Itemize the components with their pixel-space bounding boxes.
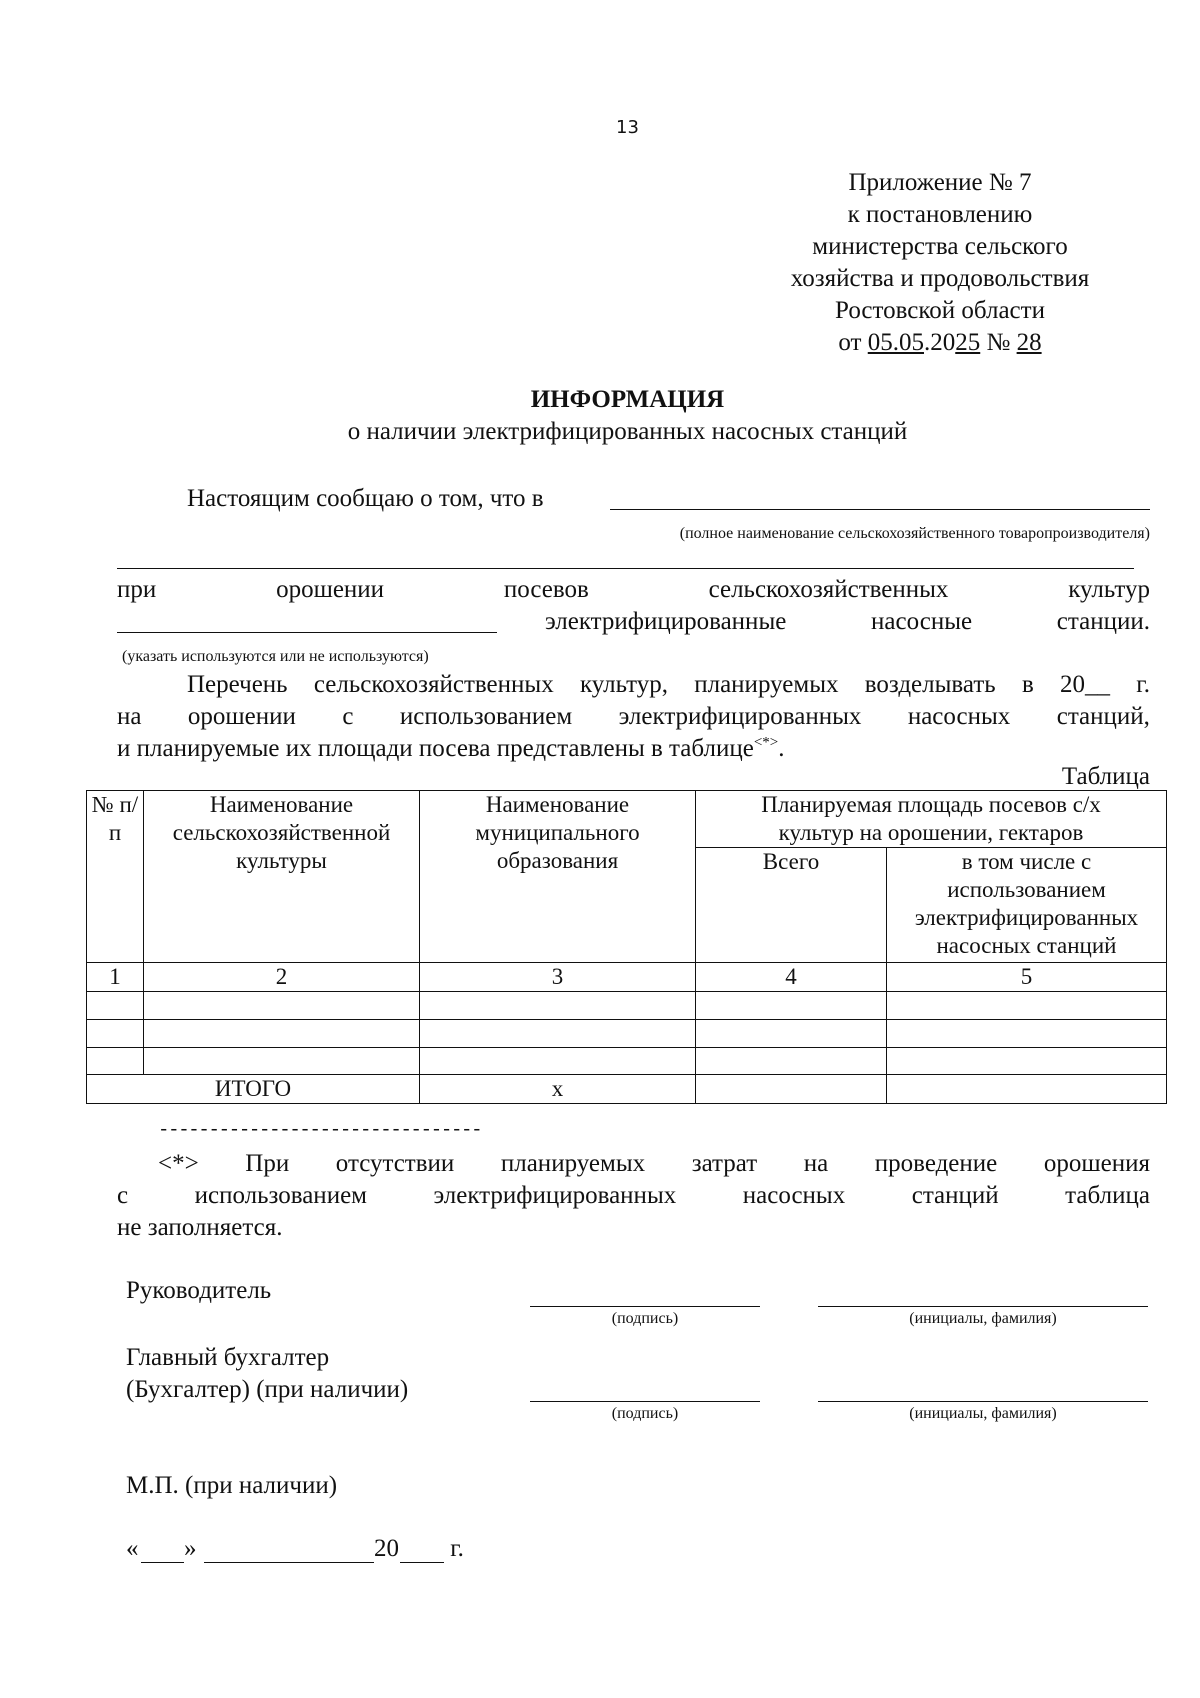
table-cell[interactable] bbox=[420, 992, 696, 1020]
crops-table bbox=[86, 790, 1167, 1104]
head-name-field[interactable] bbox=[818, 1282, 1148, 1307]
paragraph-line-3 bbox=[117, 733, 784, 765]
table-total-row bbox=[87, 1075, 1167, 1104]
paragraph-line-1: Перечень сельскохозяйственных культур, планируемых возделывать в 20__ г. bbox=[187, 671, 1150, 698]
table-cell[interactable] bbox=[887, 992, 1167, 1020]
accountant-signature-hint: (подпись) bbox=[611, 1405, 679, 1422]
word: орошении bbox=[276, 576, 385, 603]
word: отсутствии bbox=[335, 1150, 455, 1177]
number-prefix: № bbox=[980, 329, 1017, 356]
word: с bbox=[342, 703, 354, 730]
date-day-month: 05.05 bbox=[867, 329, 924, 356]
table-row bbox=[87, 1020, 1167, 1048]
col-number: 2 bbox=[144, 963, 420, 992]
word: на bbox=[117, 703, 142, 730]
word: насосные bbox=[871, 608, 973, 635]
col-number: 4 bbox=[696, 963, 887, 992]
footnote-line-1 bbox=[158, 1148, 1150, 1180]
word: на bbox=[803, 1150, 829, 1177]
footnote-line-2 bbox=[117, 1180, 1150, 1212]
table-cell[interactable] bbox=[887, 1020, 1167, 1048]
table-cell[interactable] bbox=[144, 992, 420, 1020]
approval-line: хозяйства и продовольствия bbox=[790, 265, 1090, 292]
word: при bbox=[117, 576, 157, 603]
date-month-field[interactable] bbox=[204, 1536, 374, 1563]
table-cell[interactable] bbox=[87, 992, 144, 1020]
stamp-label: М.П. (при наличии) bbox=[126, 1472, 338, 1499]
total-area[interactable] bbox=[696, 1075, 887, 1104]
date-century: .20 bbox=[924, 329, 956, 356]
word: станций bbox=[911, 1182, 999, 1209]
intro-lead: Настоящим сообщаю о том, что в bbox=[187, 485, 544, 512]
table-cell[interactable] bbox=[144, 1020, 420, 1048]
accountant-label-2: (Бухгалтер) (при наличии) bbox=[126, 1376, 409, 1403]
word: насосных bbox=[742, 1182, 846, 1209]
date-year-prefix: 20 bbox=[374, 1535, 399, 1562]
approval-line: Приложение № 7 bbox=[848, 169, 1032, 196]
table-cell[interactable] bbox=[420, 1048, 696, 1075]
head-label: Руководитель bbox=[126, 1277, 272, 1304]
table-row bbox=[87, 1048, 1167, 1075]
accountant-label-1: Главный бухгалтер bbox=[126, 1344, 330, 1371]
head-name-hint: (инициалы, фамилия) bbox=[909, 1310, 1057, 1327]
head-signature-field[interactable] bbox=[530, 1282, 760, 1307]
total-label: ИТОГО bbox=[87, 1075, 420, 1104]
document-subtitle: о наличии электрифицированных насосных станций bbox=[347, 418, 908, 445]
word: проведение bbox=[874, 1150, 998, 1177]
word: станций, bbox=[1056, 703, 1150, 730]
table-cell[interactable] bbox=[887, 1048, 1167, 1075]
date-close-quote: » bbox=[184, 1535, 197, 1562]
paragraph-text: и планируемые их площади посева представлены в таблице bbox=[117, 735, 754, 762]
footnote-separator: -------------------------------- bbox=[158, 1119, 482, 1141]
producer-name-field[interactable] bbox=[610, 484, 1150, 510]
word: орошения bbox=[1043, 1150, 1150, 1177]
total-municipality: х bbox=[420, 1075, 696, 1104]
date-day-field[interactable] bbox=[141, 1536, 184, 1563]
word: электрифицированных bbox=[618, 703, 862, 730]
page-number: 13 bbox=[616, 117, 639, 138]
footnote-mark: <*> bbox=[753, 734, 779, 751]
col-number: 1 bbox=[87, 963, 144, 992]
header-including: в том числе с использованием электрифицированных насосных станций bbox=[887, 848, 1167, 963]
producer-name-field-continued[interactable] bbox=[117, 548, 1134, 569]
head-signature-hint: (подпись) bbox=[611, 1310, 679, 1327]
accountant-name-hint: (инициалы, фамилия) bbox=[909, 1405, 1057, 1422]
usage-hint: (указать используются или не используются) bbox=[122, 648, 429, 665]
word: затрат bbox=[691, 1150, 758, 1177]
date-prefix: от bbox=[838, 329, 868, 356]
table-cell[interactable] bbox=[87, 1048, 144, 1075]
table-cell[interactable] bbox=[696, 1048, 887, 1075]
approval-line: Ростовской области bbox=[835, 297, 1045, 324]
accountant-signature-field[interactable] bbox=[530, 1377, 760, 1402]
accountant-name-field[interactable] bbox=[818, 1377, 1148, 1402]
table-cell[interactable] bbox=[87, 1020, 144, 1048]
table-cell[interactable] bbox=[144, 1048, 420, 1075]
approval-block bbox=[760, 167, 1120, 359]
table-caption: Таблица bbox=[1061, 763, 1150, 790]
header-num: № п/п bbox=[87, 791, 144, 963]
col-number: 5 bbox=[887, 963, 1167, 992]
word: посевов bbox=[503, 576, 589, 603]
word: электрифицированных bbox=[433, 1182, 677, 1209]
document-number: 28 bbox=[1016, 329, 1042, 356]
col-number: 3 bbox=[420, 963, 696, 992]
word: использованием bbox=[399, 703, 573, 730]
word: станции. bbox=[1056, 608, 1150, 635]
intro-row-2 bbox=[117, 574, 1150, 606]
table-cell[interactable] bbox=[696, 992, 887, 1020]
table-cell[interactable] bbox=[420, 1020, 696, 1048]
word: <*> bbox=[158, 1150, 199, 1177]
date-open-quote: « bbox=[126, 1535, 139, 1562]
word: При bbox=[245, 1150, 290, 1177]
header-municipality: Наименование муниципального образования bbox=[420, 791, 696, 963]
date-year-suffix: г. bbox=[444, 1535, 464, 1562]
table-row bbox=[87, 992, 1167, 1020]
word: электрифицированные bbox=[545, 608, 787, 635]
usage-field[interactable] bbox=[117, 606, 497, 633]
date-year: 25 bbox=[955, 329, 981, 356]
approval-line: министерства сельского bbox=[812, 233, 1068, 260]
paragraph-end: . bbox=[778, 735, 785, 762]
word: планируемых bbox=[500, 1150, 646, 1177]
table-cell[interactable] bbox=[696, 1020, 887, 1048]
word: с bbox=[117, 1182, 129, 1209]
producer-hint: (полное наименование сельскохозяйственного товаропроизводителя) bbox=[679, 525, 1150, 542]
intro-row-3 bbox=[545, 606, 1150, 638]
word: насосных bbox=[907, 703, 1011, 730]
word: сельскохозяйственных bbox=[708, 576, 949, 603]
header-total: Всего bbox=[696, 848, 887, 963]
word: использованием bbox=[194, 1182, 367, 1209]
approval-date-line bbox=[760, 327, 1120, 359]
header-crop: Наименование сельскохозяйственной культуры bbox=[144, 791, 420, 963]
word: культур bbox=[1068, 576, 1150, 603]
paragraph-line-2 bbox=[117, 701, 1150, 733]
word: орошении bbox=[187, 703, 296, 730]
header-planned-area: Планируемая площадь посевов с/х культур на орошении, гектаров bbox=[696, 791, 1167, 848]
footnote-line-3: не заполняется. bbox=[117, 1214, 283, 1241]
approval-line: к постановлению bbox=[847, 201, 1033, 228]
date-year-field[interactable] bbox=[400, 1536, 444, 1563]
word: таблица bbox=[1065, 1182, 1150, 1209]
total-area-electrified[interactable] bbox=[887, 1075, 1167, 1104]
document-title: ИНФОРМАЦИЯ bbox=[530, 386, 725, 413]
